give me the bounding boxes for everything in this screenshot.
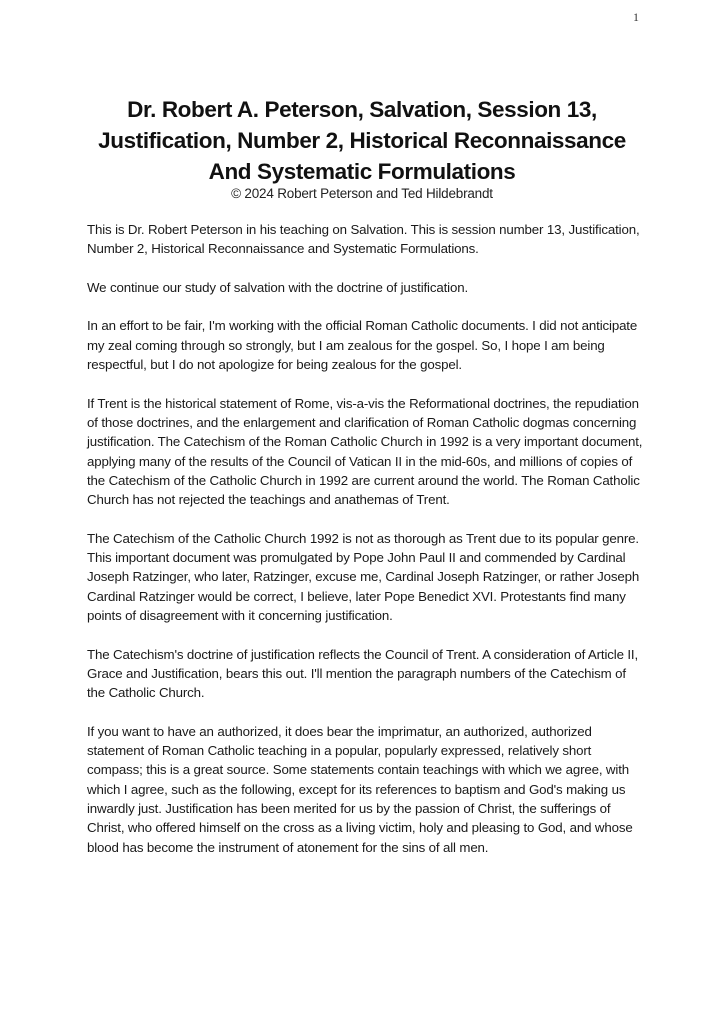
title-line: And Systematic Formulations: [208, 159, 516, 184]
document-title: [60, 94, 664, 187]
document-body: [87, 220, 647, 876]
paragraph: The Catechism of the Catholic Church 1992 is not as thorough as Trent due to its popular genre. This important document was promulgated by Pope John Paul II and commended by Cardinal Joseph Ratzinger, who later, Ratzinger, excuse me, Cardinal Joseph Ratzinger, or rather Joseph Cardinal Ratzinger would be correct, I believe, later Pope Benedict XVI. Protestants find many points of disagreement with it concerning justification.: [87, 530, 640, 623]
paragraph: In an effort to be fair, I'm working with the official Roman Catholic documents. I did not anticipate my zeal coming through so strongly, but I am zealous for the gospel. So, I hope I am being respectful, but I do not apologize for being zealous for the gospel.: [87, 318, 638, 373]
paragraph: This is Dr. Robert Peterson in his teaching on Salvation. This is session number 13, Justification, Number 2, Historical Reconnaissance and Systematic Formulations.: [87, 222, 640, 257]
paragraph: The Catechism's doctrine of justification reflects the Council of Trent. A consideration of Article II, Grace and Justification, bears this out. I'll mention the paragraph numbers of the Catechism of the Catholic Church.: [87, 646, 638, 701]
title-line: Dr. Robert A. Peterson, Salvation, Session 13,: [127, 97, 597, 122]
page-number: 1: [633, 10, 639, 24]
paragraph: If Trent is the historical statement of Rome, vis-a-vis the Reformational doctrines, the repudiation of those doctrines, and the enlargement and clarification of Roman Catholic dogmas concerning justification. The Catechism of the Roman Catholic Church in 1992 is a very important document, applying many of the results of the Council of Vatican II in the mid-60s, and millions of copies of the Catechism of the Catholic Church in 1992 are current around the world. The Roman Catholic Church has not rejected the teachings and anathemas of Trent.: [87, 395, 643, 508]
copyright-line: © 2024 Robert Peterson and Ted Hildebrandt: [231, 186, 493, 201]
paragraph: If you want to have an authorized, it does bear the imprimatur, an authorized, authorized statement of Roman Catholic teaching in a popular, popularly expressed, relatively short compass; this is a great source. Some statements contain teachings with which we agree, with which I agree, such as the following, except for its references to baptism and God's making us inwardly just. Justification has been merited for us by the passion of Christ, the sufferings of Christ, who offered himself on the cross as a living victim, holy and pleasing to God, and whose blood has become the instrument of atonement for the sins of all men.: [87, 723, 633, 855]
title-line: Justification, Number 2, Historical Reconnaissance: [98, 128, 626, 153]
paragraph: We continue our study of salvation with the doctrine of justification.: [87, 279, 468, 295]
